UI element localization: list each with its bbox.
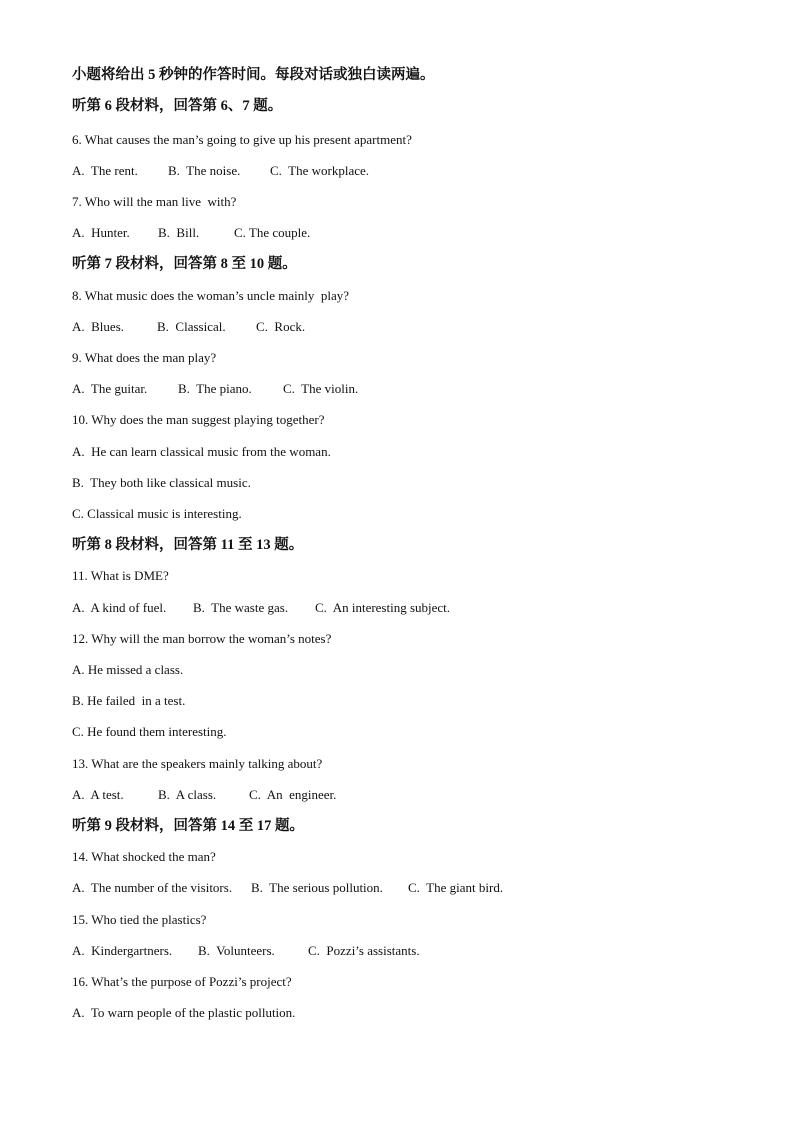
q11-option-b: B. The waste gas. — [193, 600, 289, 615]
q6-option-b: B. The noise. — [168, 163, 241, 178]
q9-option-a: A. The guitar. — [72, 381, 148, 396]
q7-option-c: C. The couple. — [234, 225, 311, 240]
q13-option-a: A. A test. — [72, 787, 124, 802]
q8-option-b: B. Classical. — [157, 319, 226, 334]
question-9: 9. What does the man play? — [72, 350, 217, 365]
q12-option-a: A. He missed a class. — [72, 662, 184, 677]
q15-option-a: A. Kindergartners. — [72, 943, 173, 958]
question-12: 12. Why will the man borrow the woman’s notes? — [72, 631, 332, 646]
q10-option-a: A. He can learn classical music from the woman. — [72, 444, 331, 459]
question-6: 6. What causes the man’s going to give up his present apartment? — [72, 132, 412, 147]
q11-option-c: C. An interesting subject. — [315, 600, 451, 615]
section-heading-7: 听第 7 段材料，回答第 8 至 10 题。 — [72, 256, 297, 272]
q13-option-b: B. A class. — [158, 787, 217, 802]
q9-option-b: B. The piano. — [178, 381, 252, 396]
q12-option-c: C. He found them interesting. — [72, 724, 227, 739]
section-heading-9: 听第 9 段材料，回答第 14 至 17 题。 — [72, 818, 304, 834]
question-14: 14. What shocked the man? — [72, 849, 216, 864]
q14-option-c: C. The giant bird. — [408, 880, 504, 895]
question-15: 15. Who tied the plastics? — [72, 912, 207, 927]
q13-option-c: C. An engineer. — [249, 787, 337, 802]
question-13: 13. What are the speakers mainly talking about? — [72, 756, 323, 771]
question-7: 7. Who will the man live with? — [72, 194, 237, 209]
q7-option-b: B. Bill. — [158, 225, 200, 240]
q7-option-a: A. Hunter. — [72, 225, 130, 240]
question-11: 11. What is DME? — [72, 568, 169, 583]
q8-option-c: C. Rock. — [256, 319, 306, 334]
intro-instruction: 小题将给出 5 秒钟的作答时间。每段对话或独白读两遍。 — [72, 67, 435, 83]
q15-option-b: B. Volunteers. — [198, 943, 275, 958]
q14-option-a: A. The number of the visitors. — [72, 880, 233, 895]
q14-option-b: B. The serious pollution. — [251, 880, 383, 895]
q6-option-c: C. The workplace. — [270, 163, 370, 178]
q16-option-a: A. To warn people of the plastic pollution. — [72, 1005, 296, 1020]
q10-option-b: B. They both like classical music. — [72, 475, 251, 490]
section-heading-8: 听第 8 段材料，回答第 11 至 13 题。 — [72, 537, 304, 553]
q6-option-a: A. The rent. — [72, 163, 138, 178]
section-heading-6: 听第 6 段材料，回答第 6、7 题。 — [72, 98, 283, 114]
q12-option-b: B. He failed in a test. — [72, 693, 186, 708]
question-16: 16. What’s the purpose of Pozzi’s project? — [72, 974, 292, 989]
q8-option-a: A. Blues. — [72, 319, 124, 334]
q10-option-c: C. Classical music is interesting. — [72, 506, 242, 521]
question-10: 10. Why does the man suggest playing together? — [72, 412, 325, 427]
q9-option-c: C. The violin. — [283, 381, 359, 396]
q15-option-c: C. Pozzi’s assistants. — [308, 943, 420, 958]
q11-option-a: A. A kind of fuel. — [72, 600, 167, 615]
question-8: 8. What music does the woman’s uncle mainly play? — [72, 288, 350, 303]
